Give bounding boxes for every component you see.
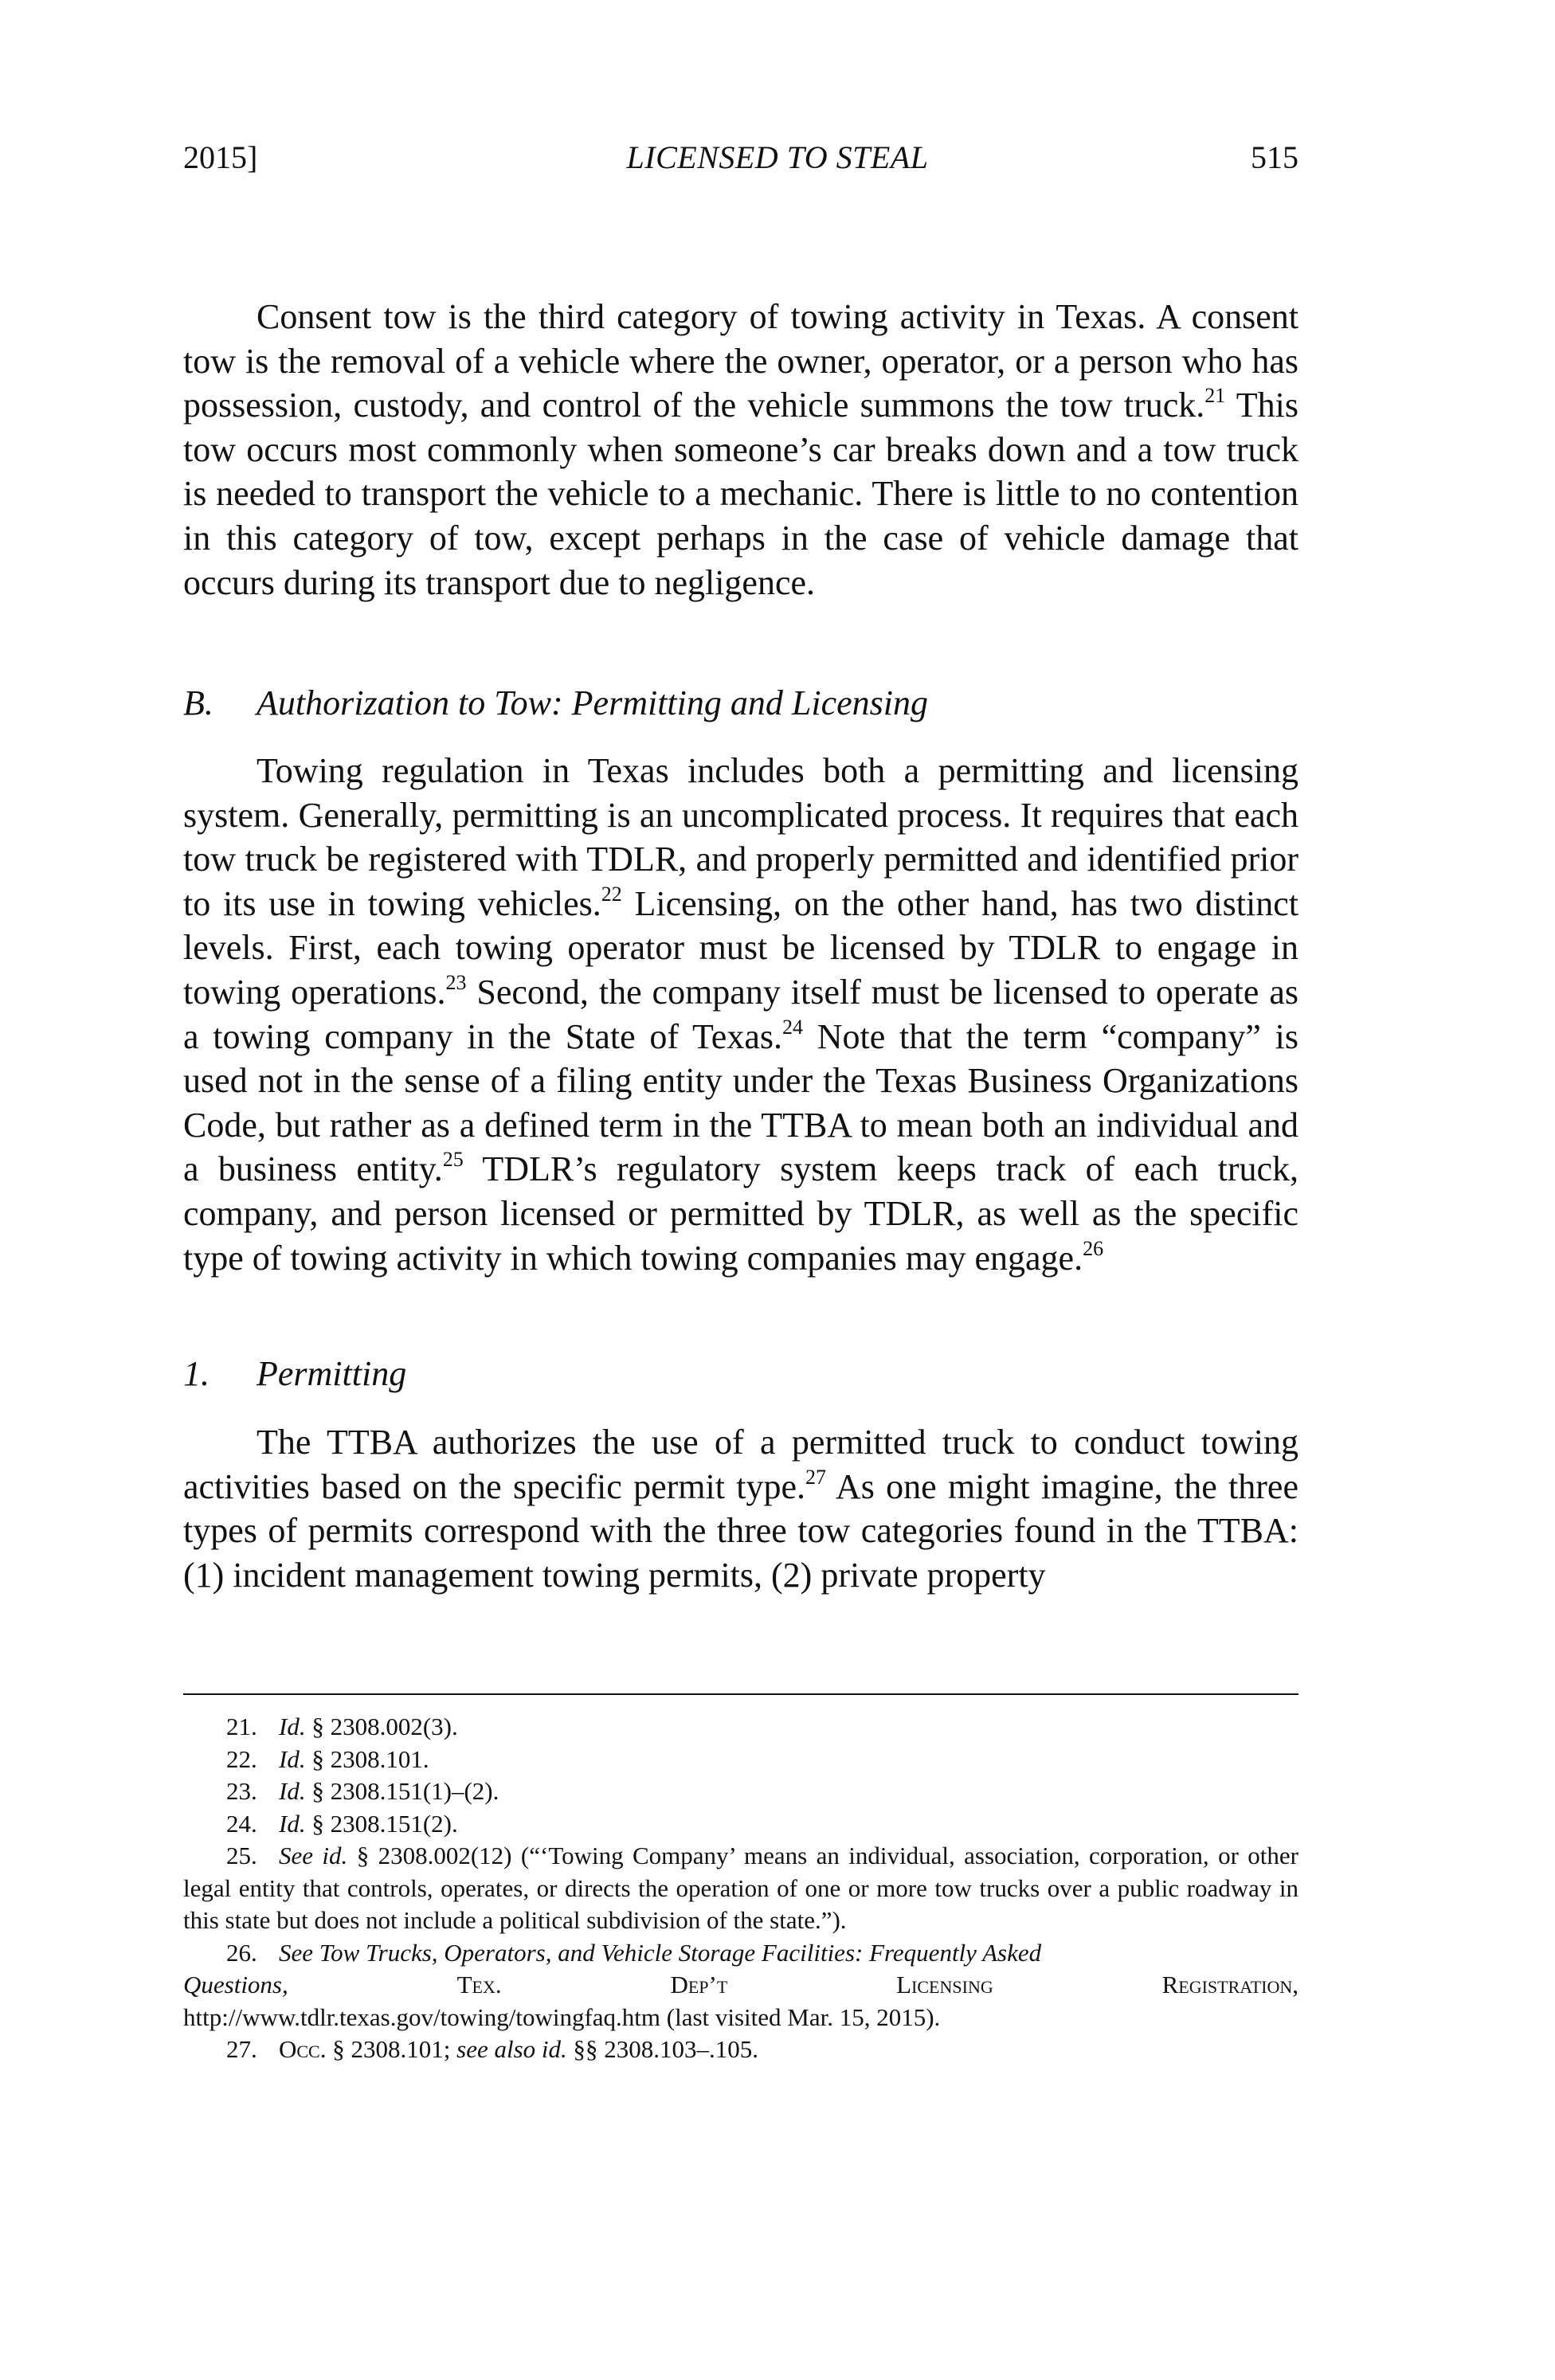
footnote-ref-26[interactable]: 26 [1083,1236,1104,1260]
footnote-ref-24[interactable]: 24 [782,1015,803,1039]
footnote-ref-25[interactable]: 25 [442,1148,464,1172]
footnote-divider [183,1693,1298,1695]
footnote-ref-27[interactable]: 27 [805,1465,827,1489]
running-head-title: LICENSED TO STEAL [626,139,929,175]
footnote-26: 26. See Tow Trucks, Operators, and Vehicle Storage Facilities: Frequently Asked [226,1938,1042,1967]
section-title: Authorization to Tow: Permitting and Licensing [257,683,928,722]
footnote-ref-21[interactable]: 21 [1204,384,1226,408]
running-head [0,134,1555,182]
footnote-22: 22. Id. § 2308.101. [226,1744,429,1773]
footnotes [183,1711,1298,2066]
footnote-26-source: Questions, Tex. Dep’t Licensing Registration, [183,1971,1298,1998]
footnote-25: 25. See id. § 2308.002(12) (“‘Towing Company’ means an individual, association, corporation, or other legal entity that controls, operates, or directs the operation of one or more tow trucks over a public roadway in this state but does not include a political subdivision of the state.”). [183,1842,1298,1934]
running-head-year: 2015] [183,139,258,175]
page-number: 515 [1251,139,1298,175]
section-label: 1. [183,1354,210,1393]
footnote-ref-22[interactable]: 22 [601,882,622,906]
paragraph-authorization: Towing regulation in Texas includes both a permitting and licensing system. Generally, permitting is an uncomplicated process. It requires that each tow truck be registered with TDLR, and properly permitted and identified prior to its use in towing vehicles.$^{22}$ Licensing, on the other hand, has two distinct levels. First, each towing operator must be licensed by TDLR to engage in towing operations.$^{23}$ Second, the company itself must be licensed to operate as a towing company in the State of Texas.$^{24}$ Note that the term “company” is used not in the sense of a filing entity under the Texas Business Organizations Code, but rather as a defined term in the TTBA to mean both an individual and a business entity.$^{25}$ TDLR’s regulatory system keeps track of each truck, company, and person licensed or permitted by TDLR, as well as the specific type of towing activity in which towing companies may engage.$^{26}$ [183,751,1299,1278]
footnote-23: 23. Id. § 2308.151(1)–(2). [226,1777,499,1805]
section-heading-1 [183,1352,406,1396]
section-title: Permitting [257,1354,407,1393]
footnote-21: 21. Id. § 2308.002(3). [226,1713,458,1740]
footnote-26-url[interactable]: http://www.tdlr.texas.gov/towing/towingfaq.htm (last visited Mar. 15, 2015). [183,2002,941,2031]
footnote-27: 27. Occ. § 2308.101; see also id. §§ 2308.103–.105. [226,2035,758,2063]
footnote-ref-23[interactable]: 23 [445,970,467,994]
footnote-24: 24. Id. § 2308.151(2). [226,1809,458,1838]
paragraph-consent-tow: Consent tow is the third category of towing activity in Texas. A consent tow is the removal of a vehicle where the owner, operator, or a person who has possession, custody, and control of the vehicle summons the tow truck.$^{21}$ This tow occurs most commonly when someone’s car breaks down and a tow truck is needed to transport the vehicle to a mechanic. There is little to no contention in this category of tow, except perhaps in the case of vehicle damage that occurs during its transport due to negligence. [183,297,1298,602]
paragraph-permitting: The TTBA authorizes the use of a permitted truck to conduct towing activities based on the specific permit type.$^{27}$ As one might imagine, the three types of permits correspond with the three tow categories found in the TTBA: (1) incident management towing permits, (2) private property [183,1423,1298,1595]
section-label: B. [183,683,213,722]
section-heading-b [183,681,928,726]
